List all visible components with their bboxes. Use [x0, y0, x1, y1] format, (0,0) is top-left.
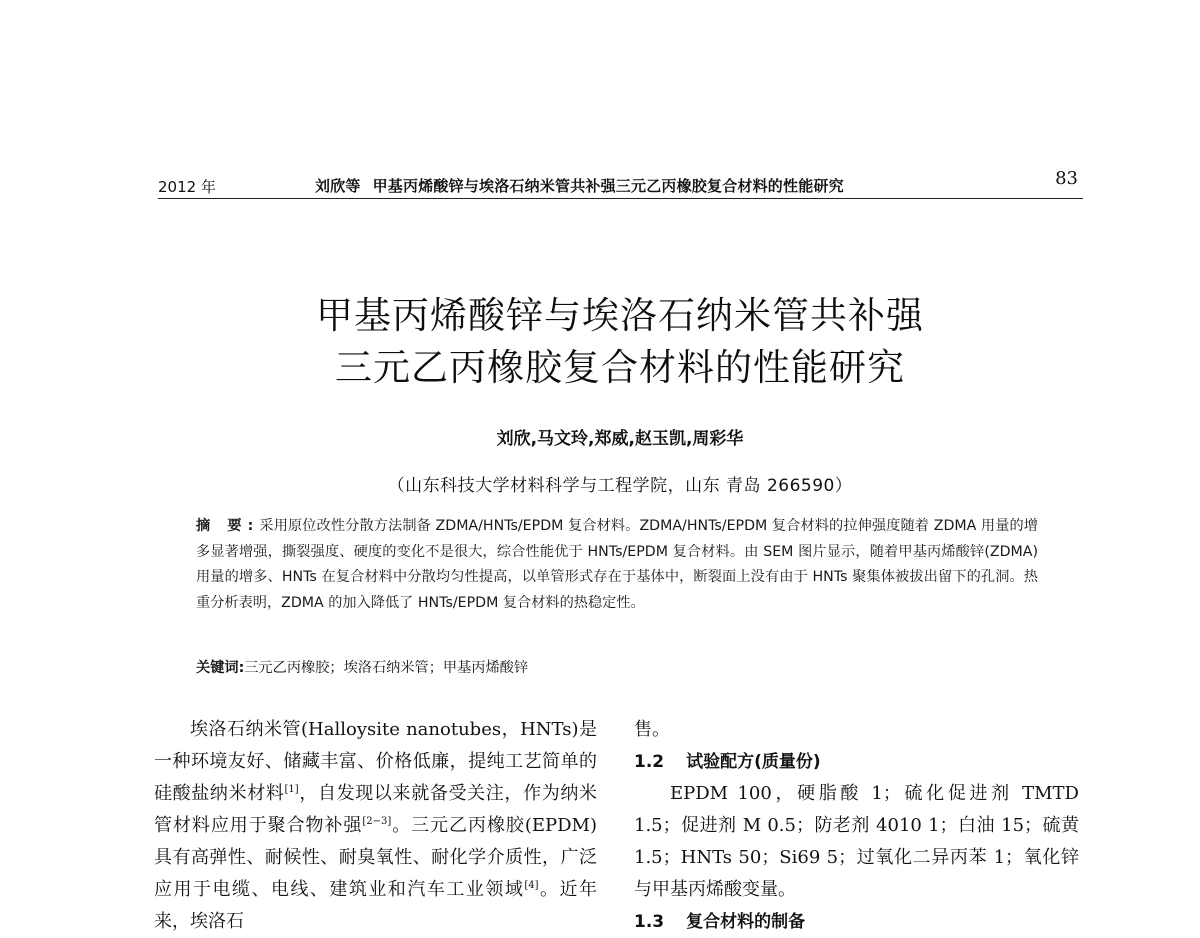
keywords: [196, 657, 1038, 677]
header-title: [315, 175, 844, 196]
section-1-2-title: 试验配方(质量份): [686, 752, 821, 772]
article-affiliation: （山东科技大学材料科学与工程学院，山东 青岛 266590）: [387, 476, 853, 496]
abstract: [196, 514, 1038, 616]
body-right-column: [634, 714, 1079, 938]
article-title: [0, 290, 1200, 394]
section-1-3-heading: [634, 906, 1079, 938]
abstract-label: 摘 要:: [196, 518, 260, 534]
citation-2: [2−3]: [362, 816, 392, 827]
intro-text-3: 。三元乙丙橡胶(EPDM)具有高弹性、耐候性、耐臭氧性、耐化学介质性，广泛应用于电缆、电线、建筑业和汽车工业领域: [154, 815, 597, 900]
article-title-line-2: 三元乙丙橡胶复合材料的性能研究: [335, 346, 905, 389]
intro-text-4: 。近年来，埃洛石: [154, 879, 598, 932]
carryover-text: 售。: [634, 719, 670, 740]
intro-text-1: 埃洛石纳米管(Halloysite nanotubes，HNTs)是一种环境友好、储藏丰富、价格低廉，提纯工艺简单的硅酸盐纳米材料: [154, 719, 597, 804]
citation-3: [4]: [524, 880, 539, 891]
section-1-2-number: 1.2: [634, 752, 665, 772]
article-authors: 刘欣,马文玲,郑威,赵玉凯,周彩华: [496, 429, 744, 449]
keywords-text: 三元乙丙橡胶；埃洛石纳米管；甲基丙烯酸锌: [244, 660, 529, 676]
section-1-3-title: 复合材料的制备: [686, 912, 806, 932]
header-rule: [158, 198, 1083, 199]
header-article-title: 甲基丙烯酸锌与埃洛石纳米管共补强三元乙丙橡胶复合材料的性能研究: [372, 177, 844, 195]
article-title-line-1: 甲基丙烯酸锌与埃洛石纳米管共补强: [316, 294, 924, 337]
header-authors: 刘欣等: [315, 177, 361, 195]
section-1-2-heading: [634, 746, 1079, 778]
body-left-column: [154, 714, 597, 938]
keywords-label: 关键词:: [196, 660, 245, 676]
running-header: [158, 168, 1078, 198]
section-1-3-number: 1.3: [634, 912, 665, 932]
intro-paragraph: [154, 714, 597, 938]
header-year: 2012 年: [158, 178, 216, 196]
citation-1: [1]: [284, 784, 299, 795]
page-number: 83: [1055, 168, 1078, 189]
intro-text-2: ，自发现以来就备受关注，作为纳米管材料应用于聚合物补强: [154, 783, 598, 836]
abstract-text: 采用原位改性分散方法制备 ZDMA/HNTs/EPDM 复合材料。ZDMA/HNTs/EPDM 复合材料的拉伸强度随着 ZDMA 用量的增多显著增强，撕裂强度、硬度的变化不是很大，综合性能优于 HNTs/EPDM 复合材料。由 SEM 图片显示，随着甲基丙烯酸锌(ZDMA)用量的增多、HNTs 在复合材料中分散均匀性提高，以单管形式存在于基体中，断裂面上没有由于 HNTs 聚集体被拔出留下的孔洞。热重分析表明，ZDMA 的加入降低了 HNTs/EPDM 复合材料的热稳定性。: [196, 518, 1038, 611]
formula-paragraph: EPDM 100，硬脂酸 1；硫化促进剂 TMTD 1.5；促进剂 M 0.5；防老剂 4010 1；白油 15；硫黄 1.5；HNTs 50；Si69 5；过氧化二异丙苯 1；氧化锌与甲基丙烯酸变量。: [634, 783, 1079, 900]
